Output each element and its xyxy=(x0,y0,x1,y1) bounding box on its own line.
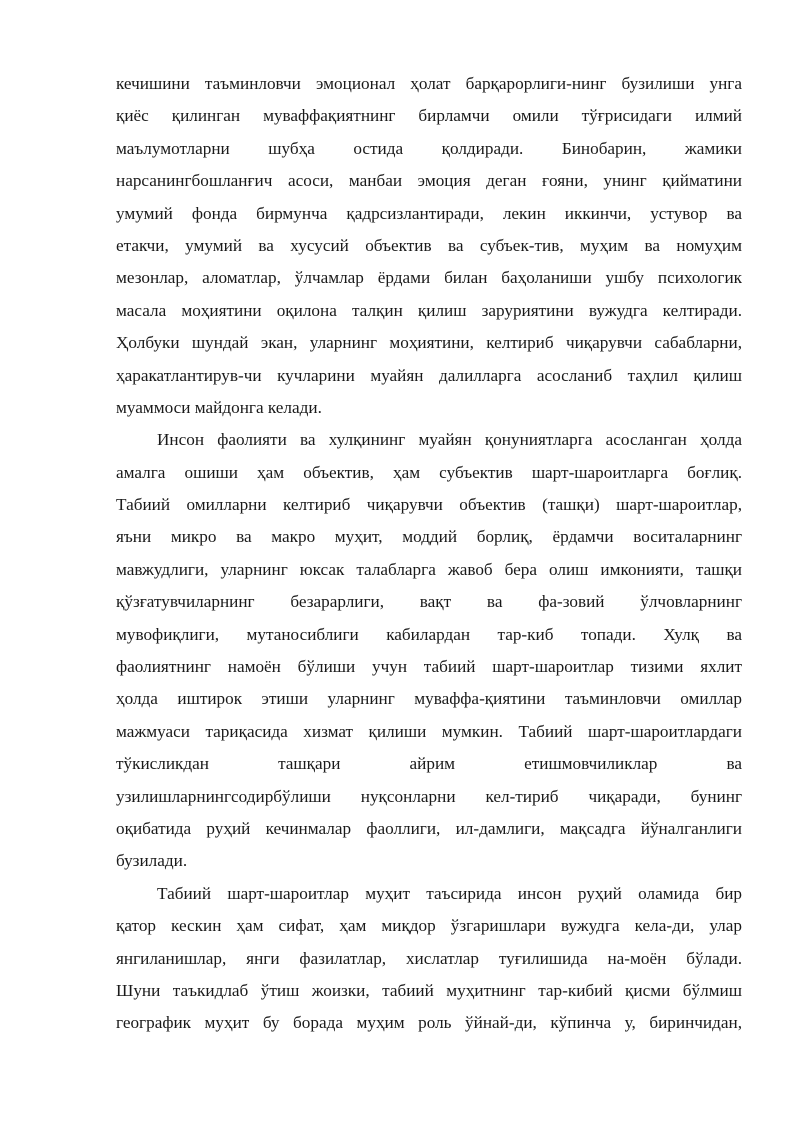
text-line: етакчи, умумий ва хусусий объектив ва субъек-тив, муҳим ва номуҳим xyxy=(116,235,742,255)
text-line: қиёс қилинган муваффақиятнинг бирламчи омили тўғрисидаги илмий xyxy=(116,106,742,126)
text-line: маълумотларни шубҳа остида қолдиради. Бинобарин, жамики xyxy=(116,138,742,158)
text-line: умумий фонда бирмунча қадрсизлантиради, лекин иккинчи, устувор ва xyxy=(116,203,742,223)
text-line: масала моҳиятини оқилона талқин қилиш заруриятини вужудга келтиради. xyxy=(116,300,742,320)
text-line: қўзғатувчиларнинг безарарлиги, вақт ва фа-зовий ўлчовларнинг xyxy=(116,592,742,612)
paragraph-1 xyxy=(116,68,742,424)
text-line: узилишларнингсодирбўлиши нуқсонларни кел-тириб чиқаради, бунинг xyxy=(116,786,742,806)
text-line: нарсанингбошланғич асоси, манбаи эмоция деган ғояни, унинг қийматини xyxy=(116,171,742,191)
text-line: мезонлар, аломатлар, ўлчамлар ёрдами билан баҳоланиши ушбу психологик xyxy=(116,268,742,288)
text-line: мувофиқлиги, мутаносиблиги кабилардан тар-киб топади. Хулқ ва xyxy=(116,624,742,644)
text-line: янгиланишлар, янги фазилатлар, хислатлар туғилишида на-моён бўлади. xyxy=(116,948,742,968)
text-line: қатор кескин ҳам сифат, ҳам миқдор ўзгаришлари вужудга кела-ди, улар xyxy=(116,916,742,936)
text-line: бузилади. xyxy=(116,851,188,871)
text-line: Шуни таъкидлаб ўтиш жоизки, табиий муҳитнинг тар-кибий қисми бўлмиш xyxy=(116,980,742,1000)
text-line: Табиий омилларни келтириб чиқарувчи объектив (ташқи) шарт-шароитлар, xyxy=(116,495,742,515)
text-line: Инсон фаолияти ва хулқининг муайян қонуниятларга асосланган ҳолда xyxy=(157,430,742,450)
text-line: ҳолда иштирок этиши уларнинг муваффа-қиятини таъминловчи омиллар xyxy=(116,689,742,709)
text-line: амалга ошиши ҳам объектив, ҳам субъектив шарт-шароитларга боғлиқ. xyxy=(116,462,742,482)
text-line: фаолиятнинг намоён бўлиши учун табиий шарт-шароитлар тизими яхлит xyxy=(116,657,742,677)
text-line: муаммоси майдонга келади. xyxy=(116,397,322,417)
text-line: мажмуаси тариқасида хизмат қилиши мумкин. Табиий шарт-шароитлардаги xyxy=(116,721,742,741)
text-line: яъни микро ва макро муҳит, моддий борлиқ, ёрдамчи воситаларнинг xyxy=(116,527,742,547)
text-line: Табиий шарт-шароитлар муҳит таъсирида инсон руҳий оламида бир xyxy=(157,883,742,903)
text-line: Ҳолбуки шундай экан, уларнинг моҳиятини, келтириб чиқарувчи сабабларни, xyxy=(116,333,742,353)
text-line: географик муҳит бу борада муҳим роль ўйнай-ди, кўпинча у, биринчидан, xyxy=(116,1013,742,1033)
text-line: тўкисликдан ташқари айрим етишмовчиликлар ва xyxy=(116,754,742,774)
text-line: мавжудлиги, уларнинг юксак талабларга жавоб бера олиш имконияти, ташқи xyxy=(116,559,742,579)
document-page xyxy=(116,68,742,1040)
paragraph-2 xyxy=(116,424,742,877)
paragraph-3 xyxy=(116,878,742,1040)
text-line: ҳаракатлантирув-чи кучларини муайян далилларга асосланиб таҳлил қилиш xyxy=(116,365,742,385)
text-line: кечишини таъминловчи эмоционал ҳолат барқарорлиги-нинг бузилиши унга xyxy=(116,74,742,93)
text-line: оқибатида руҳий кечинмалар фаоллиги, ил-дамлиги, мақсадга йўналганлиги xyxy=(116,818,742,838)
